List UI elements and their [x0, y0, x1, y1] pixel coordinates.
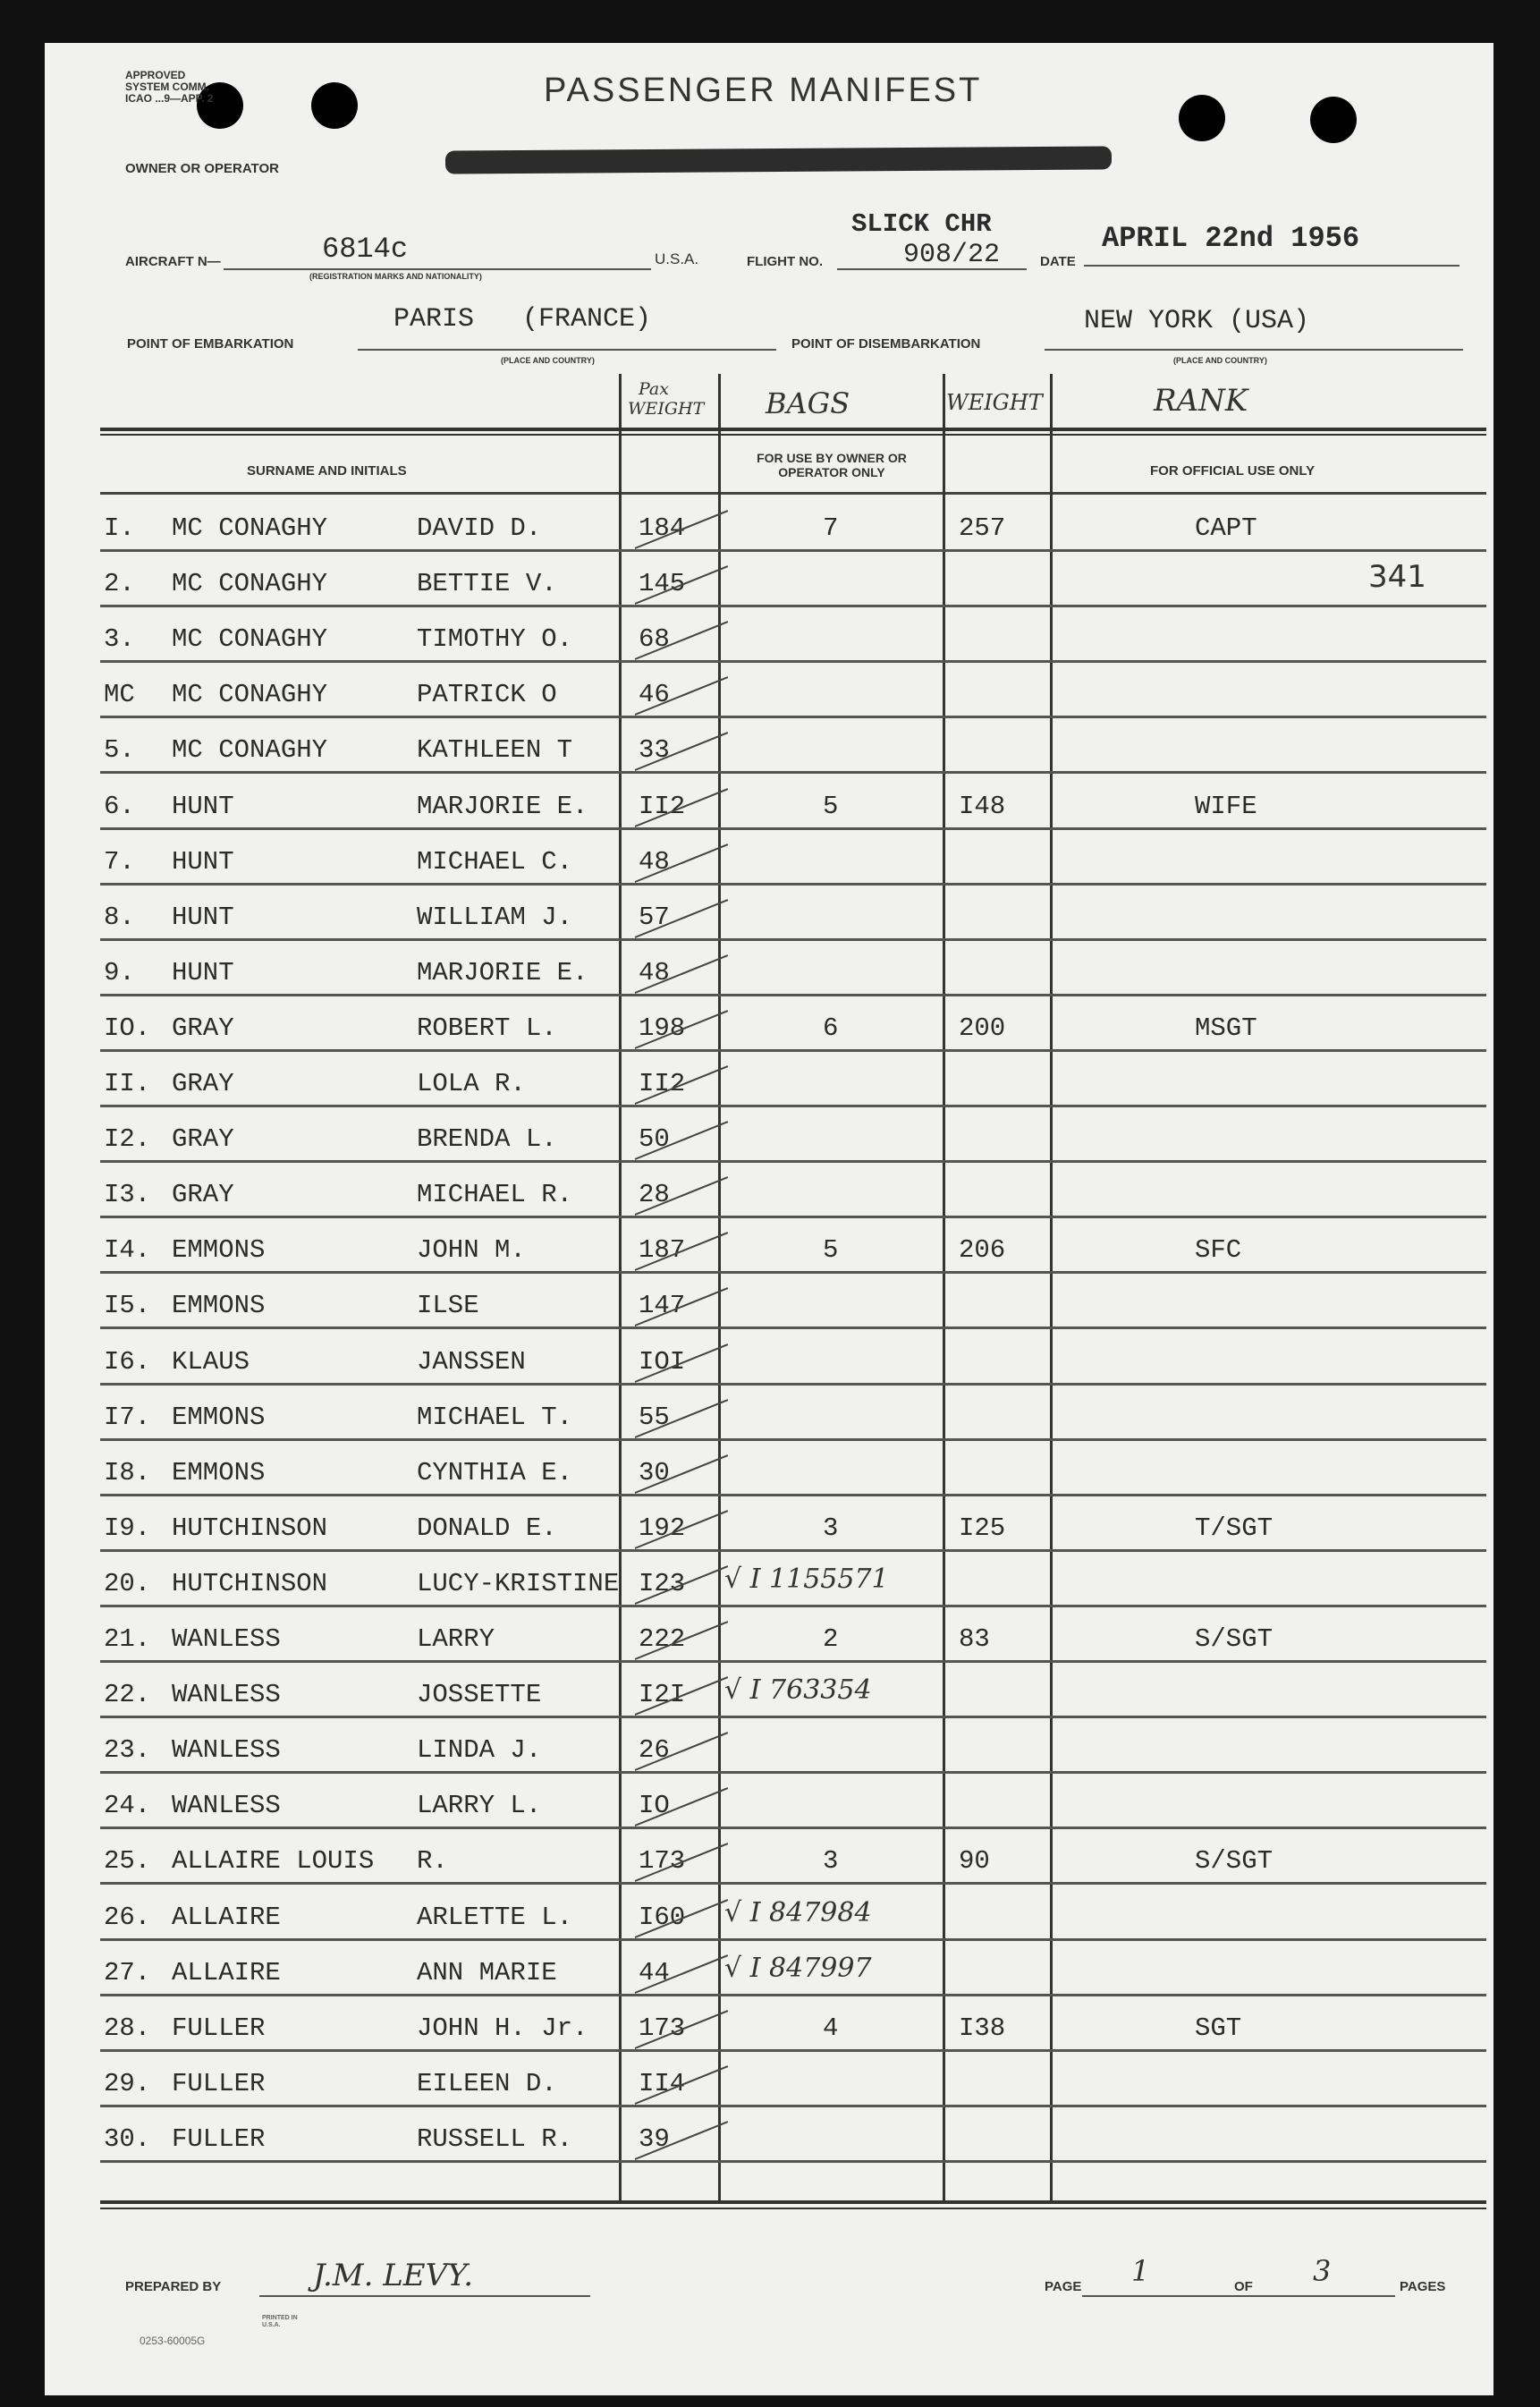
row-number: 29. — [104, 2069, 151, 2098]
approval-line: ICAO ...9—APP. 2 — [125, 92, 214, 105]
row-number: 23. — [104, 1735, 151, 1765]
embark-label: POINT OF EMBARKATION — [127, 336, 294, 352]
passenger-weight: IOI — [639, 1347, 686, 1377]
passenger-given-names: MICHAEL C. — [417, 847, 573, 877]
passenger-given-names: LUCY-KRISTINE — [417, 1569, 620, 1598]
passenger-surname: EMMONS — [172, 1458, 266, 1487]
passenger-weight: 30 — [639, 1458, 670, 1487]
passenger-weight: 44 — [639, 1958, 670, 1987]
passenger-given-names: R. — [417, 1846, 448, 1876]
passenger-weight: 187 — [639, 1235, 686, 1265]
row-rule — [100, 1160, 1486, 1163]
passenger-weight: I2I — [639, 1680, 686, 1709]
passenger-weight: 28 — [639, 1180, 670, 1209]
row-number: 9. — [104, 958, 135, 987]
flight-charter: SLICK CHR — [851, 209, 992, 239]
rank: MSGT — [1195, 1013, 1257, 1043]
bag-weight: 90 — [959, 1846, 990, 1876]
passenger-given-names: JANSSEN — [417, 1347, 526, 1377]
row-rule — [100, 1383, 1486, 1386]
passenger-surname: MC CONAGHY — [172, 624, 328, 654]
approval-line: APPROVED — [125, 69, 186, 81]
disembark-caption: (PLACE AND COUNTRY) — [1173, 356, 1267, 365]
owner-label: OWNER OR OPERATOR — [125, 161, 279, 176]
passenger-surname: ALLAIRE LOUIS — [172, 1846, 375, 1876]
disembark-value: NEW YORK (USA) — [1084, 306, 1310, 336]
row-rule — [100, 827, 1486, 830]
row-rule — [100, 1049, 1486, 1052]
bag-weight: I25 — [959, 1513, 1006, 1543]
row-number: 27. — [104, 1958, 151, 1987]
passenger-weight: II2 — [639, 1069, 686, 1098]
row-number: I9. — [104, 1513, 151, 1543]
bag-weight: 200 — [959, 1013, 1006, 1043]
header-rule — [100, 434, 1486, 436]
row-number: 8. — [104, 903, 135, 932]
side-note: 341 — [1368, 559, 1426, 595]
rank: S/SGT — [1195, 1846, 1273, 1876]
punch-hole — [1310, 97, 1357, 143]
prepared-underline — [259, 2295, 590, 2297]
passenger-surname: GRAY — [172, 1124, 234, 1154]
row-rule — [100, 1660, 1486, 1663]
column-divider — [718, 374, 721, 2200]
date-label: DATE — [1040, 254, 1076, 269]
aircraft-underline — [224, 268, 651, 270]
passenger-given-names: DAVID D. — [417, 513, 542, 543]
row-rule — [100, 605, 1486, 607]
passenger-given-names: ANN MARIE — [417, 1958, 557, 1987]
passenger-given-names: MICHAEL R. — [417, 1180, 573, 1209]
passenger-given-names: ARLETTE L. — [417, 1903, 573, 1932]
weight-header: WEIGHT — [946, 390, 1043, 415]
nationality: U.S.A. — [655, 250, 699, 267]
row-rule — [100, 1438, 1486, 1441]
passenger-surname: EMMONS — [172, 1403, 266, 1432]
passenger-weight: 145 — [639, 569, 686, 598]
passenger-weight: 184 — [639, 513, 686, 543]
passenger-given-names: ILSE — [417, 1291, 479, 1320]
approval-line: SYSTEM COMM. — [125, 81, 210, 93]
passenger-weight: 55 — [639, 1403, 670, 1432]
passenger-surname: HUNT — [172, 903, 234, 932]
bag-count: 3 — [823, 1513, 839, 1543]
handwritten-note: √ I 763354 — [724, 1674, 872, 1706]
of-value: 3 — [1313, 2254, 1332, 2288]
passenger-weight: 50 — [639, 1124, 670, 1154]
row-number: 28. — [104, 2013, 151, 2043]
row-number: 21. — [104, 1624, 151, 1654]
punch-hole — [311, 82, 358, 129]
passenger-surname: MC CONAGHY — [172, 513, 328, 543]
column-divider — [943, 374, 945, 2200]
passenger-given-names: ROBERT L. — [417, 1013, 557, 1043]
passenger-surname: GRAY — [172, 1013, 234, 1043]
passenger-given-names: LINDA J. — [417, 1735, 542, 1765]
handwritten-note: √ I 847984 — [724, 1897, 872, 1928]
passenger-given-names: MARJORIE E. — [417, 792, 588, 821]
passenger-surname: WANLESS — [172, 1791, 281, 1820]
row-rule — [100, 1938, 1486, 1941]
bag-weight: I48 — [959, 792, 1006, 821]
of-label: OF — [1234, 2279, 1253, 2294]
passenger-given-names: JOHN H. Jr. — [417, 2013, 588, 2043]
row-number: I. — [104, 513, 135, 543]
bag-count: 4 — [823, 2013, 839, 2043]
passenger-surname: WANLESS — [172, 1680, 281, 1709]
handwritten-note: √ I 847997 — [724, 1953, 872, 1984]
passenger-surname: HUNT — [172, 958, 234, 987]
prepared-value: J.M. LEVY. — [313, 2258, 474, 2293]
bag-weight: 257 — [959, 513, 1006, 543]
row-number: 7. — [104, 847, 135, 877]
passenger-surname: EMMONS — [172, 1291, 266, 1320]
row-rule — [100, 1716, 1486, 1718]
bag-count: 2 — [823, 1624, 839, 1654]
table-bottom-rule — [100, 2200, 1486, 2204]
passenger-weight: 48 — [639, 958, 670, 987]
passenger-given-names: LOLA R. — [417, 1069, 526, 1098]
row-rule — [100, 1271, 1486, 1274]
passenger-given-names: BRENDA L. — [417, 1124, 557, 1154]
passenger-given-names: TIMOTHY O. — [417, 624, 573, 654]
row-rule — [100, 1994, 1486, 1996]
passenger-weight: II2 — [639, 792, 686, 821]
row-number: MC — [104, 680, 135, 709]
passenger-surname: HUNT — [172, 792, 234, 821]
passenger-given-names: KATHLEEN T — [417, 735, 573, 765]
row-number: 6. — [104, 792, 135, 821]
row-rule — [100, 883, 1486, 886]
row-number: I3. — [104, 1180, 151, 1209]
flight-underline — [837, 268, 1027, 270]
rank: SGT — [1195, 2013, 1242, 2043]
registration-caption: (REGISTRATION MARKS AND NATIONALITY) — [309, 272, 482, 281]
passenger-surname: FULLER — [172, 2013, 266, 2043]
passenger-weight: I60 — [639, 1903, 686, 1932]
embark-caption: (PLACE AND COUNTRY) — [501, 356, 595, 365]
row-rule — [100, 1216, 1486, 1218]
form-title: PASSENGER MANIFEST — [544, 72, 983, 109]
row-number: 2. — [104, 569, 135, 598]
row-number: I2. — [104, 1124, 151, 1154]
passenger-given-names: BETTIE V. — [417, 569, 557, 598]
approval-block — [125, 70, 213, 105]
rank-header: RANK — [1154, 383, 1248, 419]
owner-use-header: FOR USE BY OWNER OR OPERATOR ONLY — [757, 451, 907, 479]
passenger-given-names: MICHAEL T. — [417, 1403, 573, 1432]
pages-label: PAGES — [1400, 2279, 1446, 2294]
flight-label: FLIGHT NO. — [747, 254, 823, 269]
bag-count: 5 — [823, 792, 839, 821]
passenger-weight: 68 — [639, 624, 670, 654]
passenger-surname: HUNT — [172, 847, 234, 877]
passenger-surname: WANLESS — [172, 1624, 281, 1654]
row-number: 20. — [104, 1569, 151, 1598]
row-rule — [100, 1771, 1486, 1774]
row-rule — [100, 994, 1486, 996]
prepared-label: PREPARED BY — [125, 2279, 222, 2294]
rank: SFC — [1195, 1235, 1242, 1265]
row-rule — [100, 938, 1486, 941]
page-value: 1 — [1131, 2254, 1150, 2288]
page-underline — [1082, 2295, 1395, 2297]
passenger-surname: KLAUS — [172, 1347, 250, 1377]
row-rule — [100, 2049, 1486, 2052]
passenger-given-names: CYNTHIA E. — [417, 1458, 573, 1487]
row-rule — [100, 549, 1486, 552]
passenger-weight: 26 — [639, 1735, 670, 1765]
date-value: APRIL 22nd 1956 — [1102, 222, 1360, 255]
embark-underline — [358, 349, 776, 351]
row-number: I5. — [104, 1291, 151, 1320]
passenger-weight: 39 — [639, 2124, 670, 2154]
header-rule — [100, 492, 1486, 495]
passenger-surname: MC CONAGHY — [172, 680, 328, 709]
passenger-weight: 48 — [639, 847, 670, 877]
passenger-surname: WANLESS — [172, 1735, 281, 1765]
embark-value: PARIS (FRANCE) — [393, 304, 652, 335]
passenger-weight: 198 — [639, 1013, 686, 1043]
passenger-weight: 33 — [639, 735, 670, 765]
pax-weight-header: Pax WEIGHT — [628, 379, 705, 419]
row-number: 30. — [104, 2124, 151, 2154]
passenger-given-names: RUSSELL R. — [417, 2124, 573, 2154]
bag-weight: 83 — [959, 1624, 990, 1654]
row-rule — [100, 1326, 1486, 1329]
table-bottom-rule — [100, 2208, 1486, 2209]
column-divider — [619, 374, 622, 2200]
passenger-weight: 147 — [639, 1291, 686, 1320]
row-rule — [100, 1605, 1486, 1607]
passenger-surname: EMMONS — [172, 1235, 266, 1265]
disembark-label: POINT OF DISEMBARKATION — [791, 336, 981, 352]
redacted-owner — [445, 146, 1112, 174]
bag-count: 5 — [823, 1235, 839, 1265]
name-header: SURNAME AND INITIALS — [247, 463, 407, 479]
row-rule — [100, 2160, 1486, 2163]
bag-weight: I38 — [959, 2013, 1006, 2043]
date-underline — [1084, 265, 1460, 267]
rank: S/SGT — [1195, 1624, 1273, 1654]
passenger-weight: 173 — [639, 2013, 686, 2043]
row-number: I4. — [104, 1235, 151, 1265]
passenger-surname: ALLAIRE — [172, 1958, 281, 1987]
aircraft-label: AIRCRAFT N— — [125, 254, 221, 269]
disembark-underline — [1045, 349, 1463, 351]
row-number: 24. — [104, 1791, 151, 1820]
passenger-weight: 222 — [639, 1624, 686, 1654]
passenger-weight: II4 — [639, 2069, 686, 2098]
punch-hole — [1179, 95, 1225, 141]
row-rule — [100, 771, 1486, 774]
passenger-given-names: PATRICK O — [417, 680, 557, 709]
passenger-given-names: DONALD E. — [417, 1513, 557, 1543]
passenger-weight: 192 — [639, 1513, 686, 1543]
official-use-header: FOR OFFICIAL USE ONLY — [1150, 463, 1316, 479]
handwritten-note: √ I 1155571 — [724, 1564, 889, 1595]
header-rule — [100, 428, 1486, 431]
bags-header: BAGS — [766, 386, 850, 420]
bag-weight: 206 — [959, 1235, 1006, 1265]
row-rule — [100, 1549, 1486, 1552]
passenger-surname: GRAY — [172, 1180, 234, 1209]
row-number: 3. — [104, 624, 135, 654]
passenger-weight: 57 — [639, 903, 670, 932]
row-number: I7. — [104, 1403, 151, 1432]
row-number: IO. — [104, 1013, 151, 1043]
passenger-given-names: EILEEN D. — [417, 2069, 557, 2098]
bag-count: 7 — [823, 513, 839, 543]
bag-count: 3 — [823, 1846, 839, 1876]
row-number: I8. — [104, 1458, 151, 1487]
row-rule — [100, 1882, 1486, 1885]
form-number: 0253-60005G — [140, 2335, 206, 2347]
passenger-given-names: JOHN M. — [417, 1235, 526, 1265]
row-number: 22. — [104, 1680, 151, 1709]
flight-value: 908/22 — [903, 240, 1001, 270]
row-rule — [100, 660, 1486, 663]
row-number: I6. — [104, 1347, 151, 1377]
passenger-surname: FULLER — [172, 2124, 266, 2154]
row-number: 25. — [104, 1846, 151, 1876]
passenger-weight: I23 — [639, 1569, 686, 1598]
passenger-given-names: MARJORIE E. — [417, 958, 588, 987]
passenger-surname: MC CONAGHY — [172, 569, 328, 598]
passenger-surname: ALLAIRE — [172, 1903, 281, 1932]
row-rule — [100, 1494, 1486, 1496]
page-label: PAGE — [1045, 2279, 1082, 2294]
row-rule — [100, 1105, 1486, 1107]
passenger-weight: 46 — [639, 680, 670, 709]
rank: T/SGT — [1195, 1513, 1273, 1543]
column-divider — [1050, 374, 1053, 2200]
passenger-given-names: LARRY L. — [417, 1791, 542, 1820]
passenger-given-names: WILLIAM J. — [417, 903, 573, 932]
passenger-given-names: LARRY — [417, 1624, 495, 1654]
row-number: II. — [104, 1069, 151, 1098]
passenger-weight: IO — [639, 1791, 670, 1820]
rank: WIFE — [1195, 792, 1257, 821]
row-rule — [100, 2105, 1486, 2107]
row-number: 26. — [104, 1903, 151, 1932]
passenger-surname: HUTCHINSON — [172, 1513, 328, 1543]
passenger-surname: FULLER — [172, 2069, 266, 2098]
manifest-sheet — [45, 43, 1493, 2395]
passenger-weight: 173 — [639, 1846, 686, 1876]
aircraft-value: 6814c — [322, 233, 409, 266]
row-number: 5. — [104, 735, 135, 765]
rank: CAPT — [1195, 513, 1257, 543]
row-rule — [100, 1826, 1486, 1829]
printed-mark: PRINTED IN U.S.A. — [262, 2315, 298, 2328]
passenger-surname: HUTCHINSON — [172, 1569, 328, 1598]
passenger-given-names: JOSSETTE — [417, 1680, 542, 1709]
passenger-surname: MC CONAGHY — [172, 735, 328, 765]
passenger-surname: GRAY — [172, 1069, 234, 1098]
row-rule — [100, 716, 1486, 718]
bag-count: 6 — [823, 1013, 839, 1043]
